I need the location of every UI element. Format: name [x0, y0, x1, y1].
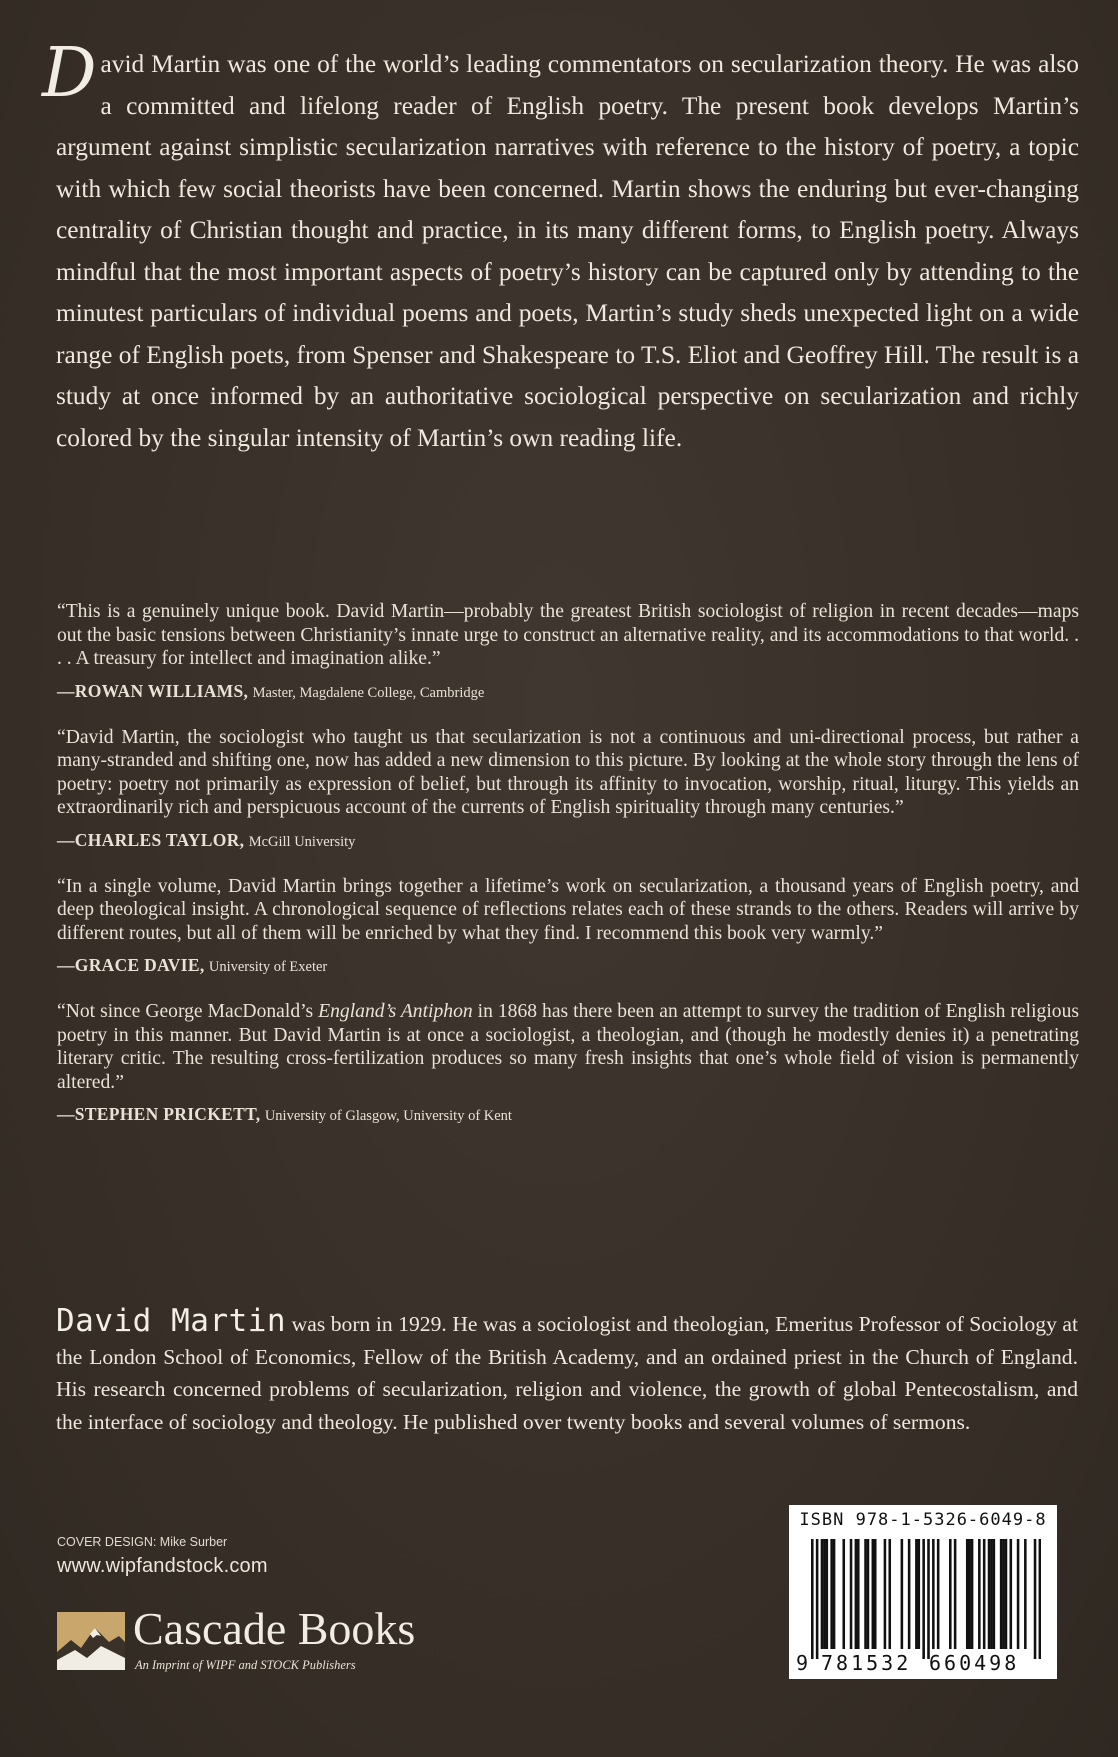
endorser-name: —STEPHEN PRICKETT,: [57, 1104, 261, 1124]
endorser-name: —GRACE DAVIE,: [57, 955, 205, 975]
author-name: David Martin: [56, 1303, 287, 1339]
barcode-bar: [922, 1539, 925, 1659]
credits: [57, 1535, 268, 1578]
barcode-bar: [823, 1539, 826, 1649]
barcode-bar: [850, 1539, 853, 1649]
endorsements-section: [57, 600, 1079, 1149]
barcode-bar: [842, 1539, 845, 1649]
barcode-bar: [872, 1539, 875, 1649]
barcode-bar: [816, 1539, 819, 1659]
drop-cap: D: [42, 34, 97, 113]
barcode-bar: [949, 1539, 952, 1649]
endorsement-attribution: [57, 1103, 1079, 1127]
endorser-affiliation: University of Exeter: [208, 959, 328, 975]
endorsement-attribution: [57, 954, 1079, 978]
barcode-bar: [1010, 1539, 1013, 1649]
barcode-bar: [833, 1539, 836, 1649]
barcode-bar: [993, 1539, 996, 1649]
barcode-bar: [1024, 1539, 1027, 1649]
quote-text: “Not since George MacDonald’s: [57, 1001, 319, 1022]
book-description: [42, 34, 1079, 459]
endorsement: [57, 875, 1079, 979]
barcode-bar: [983, 1539, 986, 1649]
barcode-bar: [937, 1539, 940, 1649]
barcode-bar: [1039, 1539, 1041, 1659]
endorsement-quote: “In a single volume, David Martin brings together a lifetime’s work on secularization, a thousand years of English poetry, and deep theological insight. A chronological sequence of reflections relates each of these strands to the others. Readers will arrive by different routes, but all of them will be enriched by what they find. I recommend this book very warmly.”: [57, 875, 1079, 944]
barcode-bar: [978, 1539, 981, 1649]
barcode-bar: [1034, 1539, 1037, 1659]
endorsement: [57, 600, 1079, 704]
barcode-bar: [1005, 1539, 1008, 1649]
endorsement-quote: “This is a genuinely unique book. David Martin—probably the greatest British sociologist of religion in recent decades—maps out the basic tensions between Christianity’s innate urge to construct an alternative reality, and its accommodations to that world. . . . A treasury for intellect and imagination alike.”: [57, 601, 1079, 669]
barcode-bar: [988, 1539, 991, 1649]
barcode-digits-right: 660498: [929, 1651, 1020, 1675]
barcode-bar: [874, 1539, 877, 1649]
cover-design-credit: COVER DESIGN: Mike Surber: [57, 1535, 228, 1549]
publisher-website: www.wipfandstock.com: [57, 1555, 268, 1577]
barcode-bar: [1017, 1539, 1020, 1649]
barcode-bar: [888, 1539, 891, 1649]
barcode-bar: [901, 1539, 904, 1649]
barcode-bar: [954, 1539, 957, 1649]
barcode-bar: [932, 1539, 935, 1649]
endorsement-attribution: [57, 829, 1079, 853]
barcode-bar: [821, 1539, 824, 1649]
mountain-logo-icon: [57, 1612, 125, 1670]
bio-text: was born in 1929. He was a sociologist and theologian, Emeritus Professor of Sociology at the London School of Economics, Fellow of the British Academy, and an ordained priest in the Church of England. His research concerned problems of secularization, religion and violence, the growth of global Pentecostalism, and the interface of sociology and theology. He published over twenty books and several volumes of sermons.: [56, 1312, 1078, 1434]
barcode-graphic: [811, 1539, 1041, 1659]
barcode-bar: [908, 1539, 911, 1649]
description-text: avid Martin was one of the world’s leading commentators on secularization theory. He was also a committed and lifelong reader of English poetry. The present book develops Martin’s argument against simplistic secularization narratives with reference to the history of poetry, a topic with which few social theorists have been concerned. Martin shows the enduring but ever-changing centrality of Christian thought and practice, in its many different forms, to English poetry. Always mindful that the most important aspects of poetry’s history can be captured only by attending to the minutest particulars of individual poems and poets, Martin’s study sheds unexpected light on a wide range of English poets, from Spenser and Shakespeare to T.S. Eliot and Geoffrey Hill. The result is a study at once informed by an authoritative sociological perspective on secularization and richly colored by the singular intensity of Martin’s own reading life.: [56, 50, 1079, 452]
barcode-bar: [927, 1539, 930, 1659]
endorser-name: —ROWAN WILLIAMS,: [57, 680, 249, 701]
barcode-bar: [884, 1539, 887, 1649]
endorsement-quote: [57, 1000, 1079, 1094]
barcode-bar: [857, 1539, 860, 1649]
quote-text: in 1868 has there been an attempt to survey the tradition of English religious poetry in this manner. But David Martin is at once a sociologist, a theologian, and (though he modestly denies it) a penetrating literary critic. The resulting cross-fertilization produces so many fresh insights that one’s whole field of vision is permanently altered.”: [57, 1001, 1079, 1093]
isbn-barcode: [789, 1505, 1057, 1679]
barcode-bar: [918, 1539, 921, 1649]
endorser-affiliation: McGill University: [248, 833, 356, 850]
endorser-name: —CHARLES TAYLOR,: [57, 829, 245, 850]
barcode-bar: [826, 1539, 829, 1649]
publisher-tagline: An Imprint of WIPF and STOCK Publishers: [135, 1658, 356, 1672]
barcode-bar: [990, 1539, 993, 1649]
endorser-affiliation: University of Glasgow, University of Kent: [264, 1108, 512, 1124]
book-title-italic: England’s Antiphon: [318, 1001, 473, 1022]
barcode-digit-first: 9: [796, 1651, 809, 1675]
endorsement-attribution: [57, 680, 1079, 704]
barcode-bar: [867, 1539, 870, 1649]
barcode-bar: [971, 1539, 974, 1649]
publisher-imprint: [57, 1603, 477, 1672]
isbn-label: ISBN 978-1-5326-6049-8: [799, 1510, 1047, 1530]
barcode-bar: [830, 1539, 833, 1649]
barcode-bar: [1002, 1539, 1005, 1649]
barcode-bar: [966, 1539, 969, 1649]
barcode-bar: [915, 1539, 918, 1649]
endorsement: [57, 1000, 1079, 1127]
barcode-bar: [855, 1539, 858, 1649]
barcode-bar: [968, 1539, 971, 1649]
barcode-digits-left: 781532: [821, 1651, 912, 1675]
endorsement-quote: “David Martin, the sociologist who taught us that secularization is not a continuous and uni-directional process, but rather a many-stranded and shifting one, now has added a new dimension to this picture. By looking at the whole story through the lens of poetry: poetry not primarily as expression of belief, but through its affinity to invocation, worship, ritual, liturgy. This yields an extraordinarily rich and perspicuous account of the currents of English spirituality through many centuries.”: [57, 726, 1079, 818]
endorsement: [57, 726, 1079, 853]
barcode-bar: [1000, 1539, 1003, 1649]
barcode-bar: [811, 1539, 814, 1659]
endorser-affiliation: Master, Magdalene College, Cambridge: [252, 684, 485, 701]
publisher-name: Cascade Books: [133, 1603, 416, 1654]
author-bio: [56, 1305, 1078, 1438]
barcode-bar: [864, 1539, 867, 1649]
